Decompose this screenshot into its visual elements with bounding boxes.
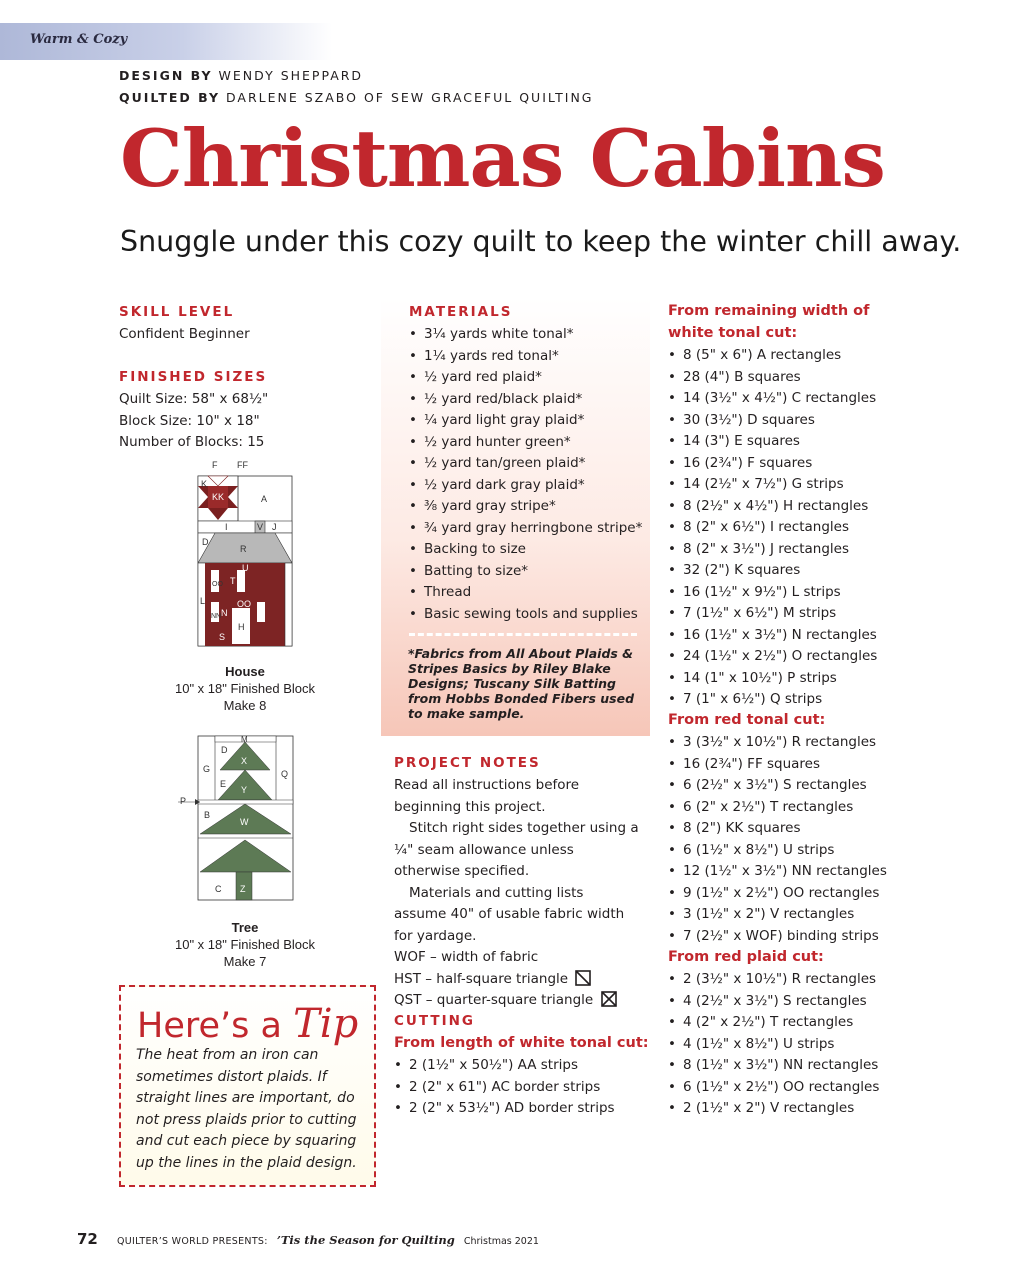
label-W: W (240, 817, 249, 827)
tip-heading-prefix: Here’s a (137, 1006, 282, 1046)
house-block-diagram (195, 458, 295, 648)
project-notes-body (394, 775, 639, 1012)
house-caption-title: House (225, 664, 265, 679)
red-plaid-item: • 8 (1½" x 3½") NN rectangles (668, 1055, 879, 1077)
red-plaid-item: • 6 (1½" x 2½") OO rectangles (668, 1077, 879, 1099)
finished-sizes (119, 389, 268, 454)
red-tonal-item: • 6 (2½" x 3½") S rectangles (668, 775, 887, 797)
label-Q: Q (281, 769, 289, 779)
remaining-white-item: • 16 (1½" x 3½") N rectangles (668, 625, 877, 647)
red-tonal-item: • 16 (2¾") FF squares (668, 754, 887, 776)
skill-level-value: Confident Beginner (119, 326, 250, 342)
materials-list-item: • ½ yard hunter green* (409, 432, 642, 454)
materials-list-item: • ½ yard tan/green plaid* (409, 453, 642, 475)
length-white-item: • 2 (1½" x 50½") AA strips (394, 1055, 615, 1077)
tip-box (119, 985, 376, 1187)
notes-p1: Read all instructions before beginning this project. (394, 777, 580, 815)
notes-hst: HST – half-square triangle (394, 970, 569, 987)
project-notes-heading: PROJECT NOTES (394, 755, 541, 771)
materials-list-item: • ¼ yard light gray plaid* (409, 410, 642, 432)
tree-caption-make: Make 7 (223, 954, 267, 969)
red-plaid-item: • 2 (1½" x 2") V rectangles (668, 1098, 879, 1120)
design-credit (119, 68, 363, 83)
red-tonal-item: • 9 (1½" x 2½") OO rectangles (668, 883, 887, 905)
house-caption-size: 10" x 18" Finished Block (174, 681, 316, 696)
label-D: D (202, 537, 209, 547)
page-title: Christmas Cabins (120, 112, 885, 205)
red-tonal-item: • 6 (2" x 2½") T rectangles (668, 797, 887, 819)
skill-level-heading: SKILL LEVEL (119, 304, 235, 320)
remaining-white-item: • 14 (1" x 10½") P strips (668, 668, 877, 690)
remaining-white-item: • 24 (1½" x 2½") O rectangles (668, 646, 877, 668)
materials-list-item: • Basic sewing tools and supplies (409, 604, 642, 626)
remaining-white-heading-2: white tonal cut: (668, 324, 798, 341)
red-tonal-list (668, 732, 887, 947)
cutting-heading: CUTTING (394, 1013, 475, 1029)
quilt-size: Quilt Size: 58" x 68½" (119, 391, 269, 407)
house-caption-make: Make 8 (223, 698, 267, 713)
notes-p2: Stitch right sides together using a ¼" seam allowance unless otherwise specified. (394, 820, 639, 879)
label-J: J (272, 522, 277, 532)
label-B: B (204, 810, 211, 820)
publisher: QUILTER’S WORLD PRESENTS: (116, 1236, 268, 1247)
label-S: S (219, 632, 226, 642)
label-N: N (221, 608, 228, 618)
red-tonal-item: • 12 (1½" x 3½") NN rectangles (668, 861, 887, 883)
quilted-label: QUILTED BY (119, 90, 221, 105)
remaining-white-item: • 7 (1" x 6½") Q strips (668, 689, 877, 711)
label-C: C (215, 884, 222, 894)
issue: Christmas 2021 (463, 1236, 539, 1247)
label-Z: Z (240, 884, 246, 894)
remaining-white-item: • 14 (3½" x 4½") C rectangles (668, 388, 877, 410)
remaining-white-list (668, 345, 877, 711)
section-label: Warm & Cozy (30, 32, 128, 47)
red-plaid-item: • 4 (2½" x 3½") S rectangles (668, 991, 879, 1013)
tree-caption-size: 10" x 18" Finished Block (174, 937, 316, 952)
remaining-white-item: • 16 (1½" x 9½") L strips (668, 582, 877, 604)
materials-divider (409, 633, 637, 636)
tip-body: The heat from an iron can sometimes distort plaids. If straight lines are important, do not press plaids prior to cutting and cut each piece by squaring up the lines in the plaid design. (136, 1047, 357, 1171)
block-count: Number of Blocks: 15 (119, 434, 265, 450)
tree-caption-title: Tree (231, 920, 259, 935)
remaining-white-item: • 32 (2") K squares (668, 560, 877, 582)
label-NN: NN (211, 613, 222, 620)
red-plaid-item: • 4 (1½" x 8½") U strips (668, 1034, 879, 1056)
half-square-triangle-icon (575, 970, 591, 986)
fabrics-note: *Fabrics from All About Plaids & Stripes Basics by Riley Blake Designs; Tuscany Silk Batting from Hobbs Bonded Fibers used to make sample. (408, 646, 635, 721)
label-M: M (241, 735, 248, 744)
page-footer (77, 1229, 539, 1248)
red-plaid-list (668, 969, 879, 1120)
notes-hst-row (394, 969, 639, 991)
notes-qst-row (394, 990, 639, 1012)
quilted-credit (119, 90, 594, 105)
header-tab (0, 23, 332, 60)
notes-wof: WOF – width of fabric (394, 949, 539, 965)
magazine-title: ’Tis the Season for Quilting (276, 1233, 455, 1247)
label-F: F (212, 460, 218, 470)
materials-list-item: • ¾ yard gray herringbone stripe* (409, 518, 642, 540)
length-white-list (394, 1055, 615, 1120)
label-D: D (221, 745, 228, 755)
red-tonal-item: • 3 (1½" x 2") V rectangles (668, 904, 887, 926)
label-T: T (230, 576, 236, 586)
remaining-white-item: • 8 (2" x 3½") J rectangles (668, 539, 877, 561)
designer-name: WENDY SHEPPARD (218, 68, 364, 83)
materials-list-item: • Backing to size (409, 539, 642, 561)
page-subtitle: Snuggle under this cozy quilt to keep the winter chill away. (120, 225, 962, 258)
remaining-white-item: • 28 (4") B squares (668, 367, 877, 389)
label-G: G (203, 764, 211, 774)
quarter-square-triangle-icon (601, 991, 617, 1007)
label-OO-mid: OO (237, 599, 252, 609)
tree-block-diagram (178, 732, 298, 902)
red-plaid-item: • 2 (3½" x 10½") R rectangles (668, 969, 879, 991)
label-X: X (241, 756, 248, 766)
finished-sizes-heading: FINISHED SIZES (119, 369, 268, 385)
label-Y: Y (241, 785, 248, 795)
remaining-white-heading-1: From remaining width of (668, 303, 870, 319)
notes-p3: Materials and cutting lists assume 40" of usable fabric width for yardage. (394, 884, 625, 944)
label-FF: FF (237, 460, 248, 470)
label-U: U (242, 563, 249, 573)
notes-qst: QST – quarter-square triangle (394, 992, 594, 1008)
materials-list-item: • ½ yard red/black plaid* (409, 389, 642, 411)
block-size: Block Size: 10" x 18" (119, 412, 260, 429)
length-white-item: • 2 (2" x 53½") AD border strips (394, 1098, 615, 1120)
label-H: H (238, 622, 245, 632)
label-I: I (225, 522, 228, 532)
remaining-white-item: • 7 (1½" x 6½") M strips (668, 603, 877, 625)
materials-list-item: • ½ yard dark gray plaid* (409, 475, 642, 497)
page-number: 72 (77, 1230, 98, 1248)
red-tonal-item: • 8 (2") KK squares (668, 818, 887, 840)
red-tonal-item: • 7 (2½" x WOF) binding strips (668, 926, 887, 948)
materials-list-item: • Batting to size* (409, 561, 642, 583)
label-K: K (201, 479, 208, 489)
remaining-white-item: • 16 (2¾") F squares (668, 453, 877, 475)
materials-list (409, 324, 642, 625)
red-plaid-heading: From red plaid cut: (668, 949, 824, 965)
red-tonal-item: • 3 (3½" x 10½") R rectangles (668, 732, 887, 754)
red-tonal-item: • 6 (1½" x 8½") U strips (668, 840, 887, 862)
label-V: V (257, 522, 264, 532)
materials-list-item: • ½ yard red plaid* (409, 367, 642, 389)
house-caption (160, 663, 330, 714)
tree-caption (160, 919, 330, 970)
label-L: L (200, 596, 206, 606)
remaining-white-item: • 8 (5" x 6") A rectangles (668, 345, 877, 367)
materials-heading: MATERIALS (409, 304, 513, 320)
label-OO-top: OO (212, 581, 223, 588)
remaining-white-item: • 8 (2" x 6½") I rectangles (668, 517, 877, 539)
remaining-white-heading (668, 301, 869, 344)
length-white-item: • 2 (2" x 61") AC border strips (394, 1077, 615, 1099)
materials-list-item: • 1¼ yards red tonal* (409, 346, 642, 368)
label-KK: KK (212, 492, 225, 502)
remaining-white-item: • 14 (2½" x 7½") G strips (668, 474, 877, 496)
label-R: R (240, 544, 247, 554)
design-label: DESIGN BY (119, 68, 213, 83)
materials-list-item: • ⅜ yard gray stripe* (409, 496, 642, 518)
quilter-name: DARLENE SZABO OF SEW GRACEFUL QUILTING (226, 90, 594, 105)
tip-heading (137, 1001, 358, 1047)
length-white-heading: From length of white tonal cut: (394, 1035, 649, 1051)
remaining-white-item: • 8 (2½" x 4½") H rectangles (668, 496, 877, 518)
tip-heading-script: Tip (293, 1001, 359, 1047)
remaining-white-item: • 14 (3") E squares (668, 431, 877, 453)
label-P: P (180, 796, 187, 806)
materials-list-item: • 3¼ yards white tonal* (409, 324, 642, 346)
remaining-white-item: • 30 (3½") D squares (668, 410, 877, 432)
red-plaid-item: • 4 (2" x 2½") T rectangles (668, 1012, 879, 1034)
red-tonal-heading: From red tonal cut: (668, 712, 826, 728)
label-E: E (220, 779, 227, 789)
label-A: A (261, 494, 268, 504)
materials-list-item: • Thread (409, 582, 642, 604)
